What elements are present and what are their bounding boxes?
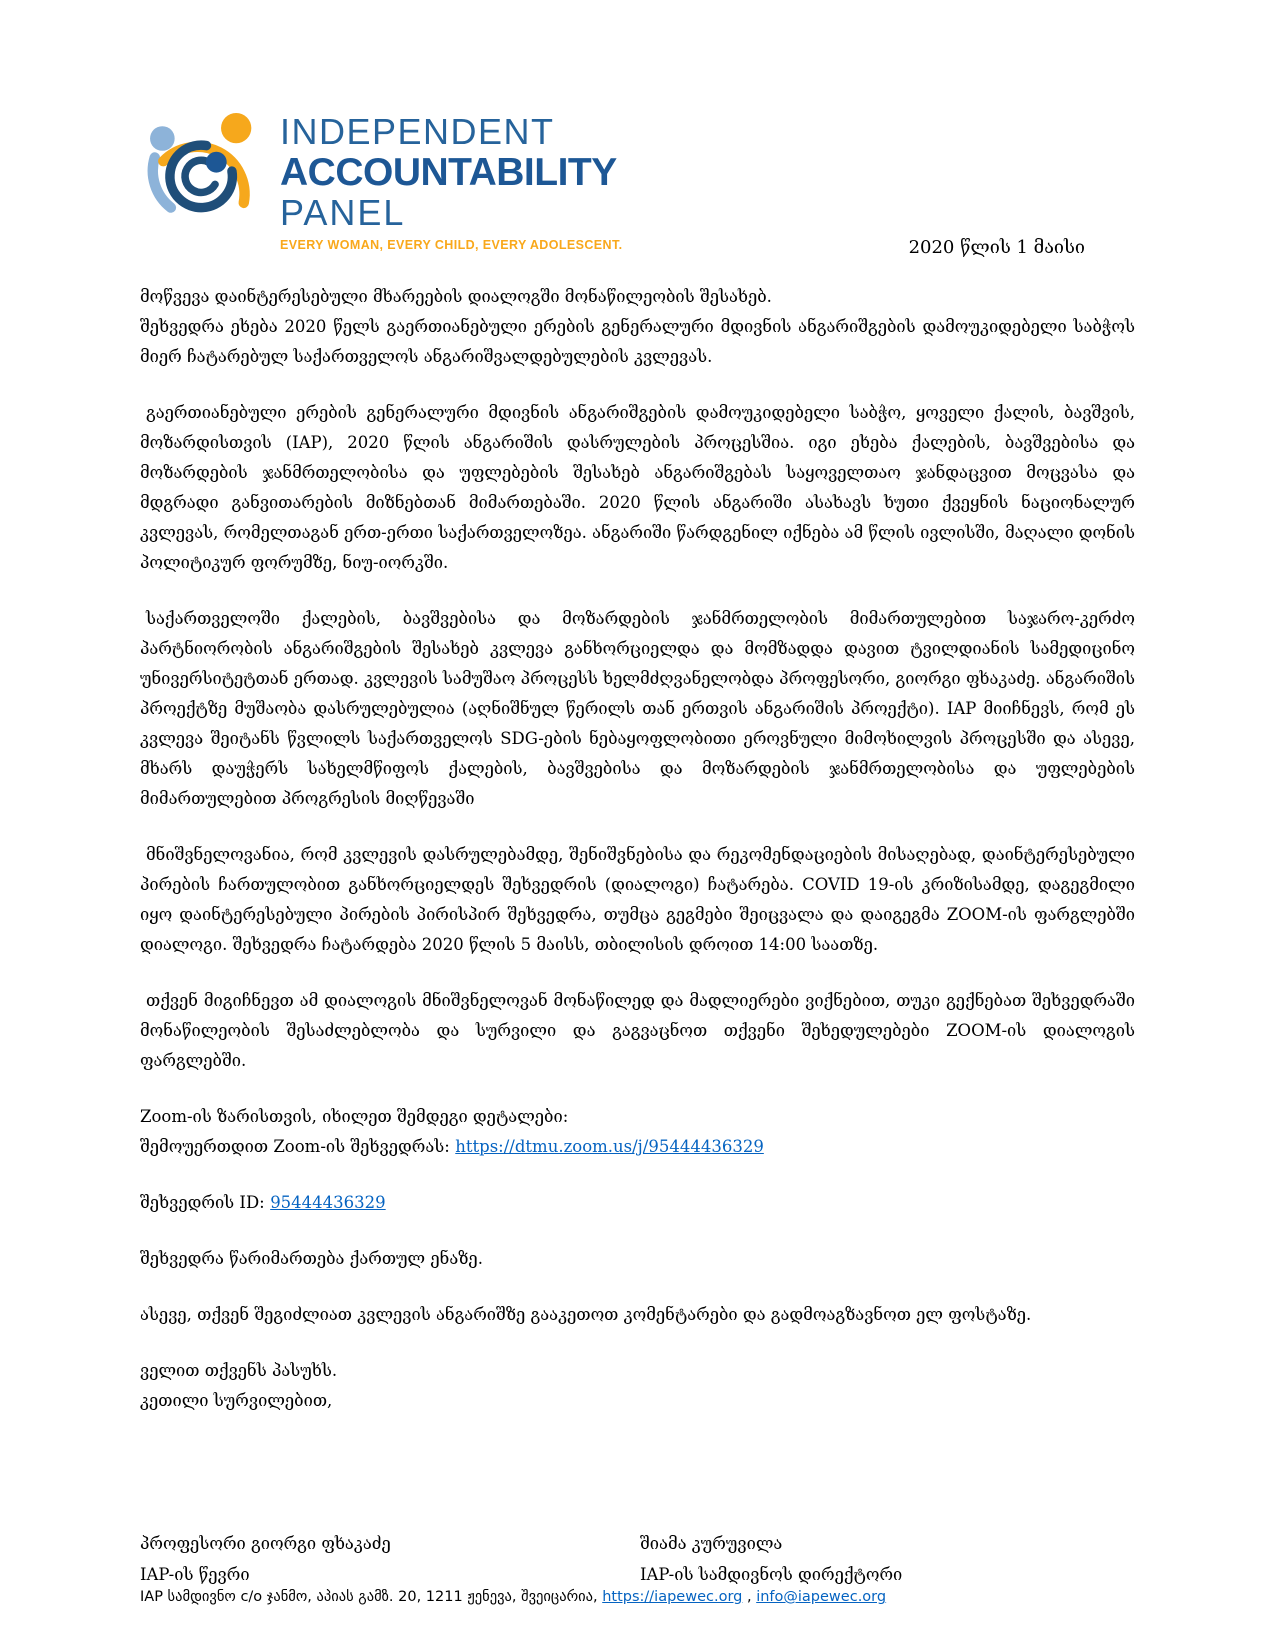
signature-right-name: შიამა კურუვილა: [640, 1534, 783, 1553]
language-note: შეხვედრა წარიმართება ქართულ ენაზე.: [140, 1249, 483, 1268]
closing-block: [140, 1356, 1135, 1416]
signature-block: [140, 1528, 1135, 1590]
logo-yellow-head: [221, 113, 251, 143]
meeting-id-link[interactable]: 95444436329: [270, 1193, 386, 1212]
comments-note: ასევე, თქვენ შეგიძლიათ კვლევის ანგარიშზე გააკეთოთ კომენტარები და გადმოაგზავნოთ ელ ფოსტაზე.: [140, 1305, 1032, 1324]
signature-right: [640, 1528, 1135, 1590]
logo-word-independent: INDEPENDENT: [280, 111, 555, 152]
closing-await: ველით თქვენს პასუხს.: [140, 1361, 338, 1380]
logo-word-panel: PANEL: [280, 192, 406, 233]
subject-paragraph: [140, 282, 1135, 372]
signature-left-title: IAP-ის წევრი: [140, 1565, 250, 1584]
footer-separator: ,: [742, 1589, 757, 1605]
zoom-meeting-link[interactable]: https://dtmu.zoom.us/j/95444436329: [455, 1137, 764, 1156]
iap-logo-mark: [146, 112, 262, 218]
footer-email-link[interactable]: info@iapewec.org: [756, 1589, 887, 1605]
zoom-details-block: [140, 1102, 1135, 1162]
logo-wordmark: [280, 112, 623, 252]
logo-word-accountability: ACCOUNTABILITY: [280, 151, 617, 194]
footer-website-link[interactable]: https://iapewec.org: [602, 1589, 743, 1605]
paragraph-iap-report: გაერთიანებული ერების გენერალური მდივნის ანგარიშგების დამოუკიდებელი საბჭო, ყოველი ქალის, ბავშვის, მოზარდისთვის (IAP), 2020 წლის ანგარიშის დასრულების პროცესშია. იგი ეხება ქალების, ბავშვებისა და მოზარდების ჯანმრთელობისა და უფლებების შესახებ ანგარიშგებას საყოველთაო ჯანდაცვით მოცვასა და მდგრადი განვითარების მიზნებთან მიმართებაში. 2020 წლის ანგარიში ასახავს ხუთი ქვეყნის ნაციონალურ კვლევას, რომელთაგან ერთ-ერთი საქართველოზეა. ანგარიში წარდგენილ იქნება ამ წლის ივლისში, მაღალი დონის პოლიტიკურ ფორუმზე, ნიუ-იორკში.: [140, 403, 1135, 572]
closing-regards: კეთილი სურვილებით,: [140, 1391, 333, 1410]
paragraph-invitation: თქვენ მიგიჩნევთ ამ დიალოგის მნიშვნელოვან მონაწილედ და მადლიერები ვიქნებით, თუკი გექნებათ შეხვედრაში მონაწილეობის შესაძლებლობა და სურვილი და გაგვაცნოთ თქვენი შეხედულებები ZOOM-ის დიალოგის ფარგლებში.: [140, 991, 1135, 1070]
letter-body: [140, 282, 1135, 1416]
logo-tagline: EVERY WOMAN, EVERY CHILD, EVERY ADOLESCENT.: [280, 238, 623, 252]
subject-line: მოწვევა დაინტერესებული მხარეების დიალოგში მონაწილეობის შესახებ.: [140, 287, 772, 306]
signature-left-name: პროფესორი გიორგი ფხაკაძე: [140, 1534, 391, 1553]
letter-footer: [140, 1586, 1150, 1608]
zoom-meeting-id-line: [140, 1188, 1135, 1218]
logo-lightblue-head: [150, 126, 175, 151]
subject-detail: შეხვედრა ეხება 2020 წელს გაერთიანებული ერების გენერალური მდივნის ანგარიშგების დამოუკიდებელი საბჭოს მიერ ჩატარებულ საქართველოს ანგარიშვალდებულების კვლევას.: [140, 317, 1135, 366]
logo-darkblue-dot: [206, 152, 227, 173]
footer-address: IAP სამდივნო c/o ჯანმო, აპიას გამზ. 20, 1211 ჟენევა, შვეიცარია,: [140, 1589, 603, 1605]
signature-left: [140, 1528, 640, 1590]
zoom-join-prefix: შემოუერთდით Zoom-ის შეხვედრას:: [140, 1137, 450, 1156]
zoom-join-line: [140, 1132, 1135, 1162]
meeting-id-label: შეხვედრის ID:: [140, 1193, 265, 1212]
signature-right-title: IAP-ის სამდივნოს დირექტორი: [640, 1565, 903, 1584]
paragraph-georgia-review: საქართველოში ქალების, ბავშვებისა და მოზარდების ჯანმრთელობის მიმართულებით საჯარო-კერძო პარტნიორობის ანგარიშგების შესახებ კვლევა განხორციელდა და მომზადდა დავით ტვილდიანის სამედიცინო უნივერსიტეტთან ერთად. კვლევის სამუშაო პროცესს ხელმძღვანელობდა პროფესორი, გიორგი ფხაკაძე. ანგარიშის პროექტზე მუშაობა დასრულებულია (აღნიშნულ წერილს თან ერთვის ანგარიშის პროექტი). IAP მიიჩნევს, რომ ეს კვლევა შეიტანს წვლილს საქართველოს SDG-ების ნებაყოფლობითი ეროვნული მიმოხილვის პროცესში და ასევე, მხარს დაუჭერს სახელმწიფოს ქალების, ბავშვებისა და მოზარდების ჯანმრთელობისა და უფლებების მიმართულებით პროგრესის მიღწევაში: [140, 609, 1135, 808]
paragraph-covid-meeting: მნიშვნელოვანია, რომ კვლევის დასრულებამდე, შენიშვნებისა და რეკომენდაციების მისაღებად, დაინტერესებული პირების ჩართულობით განხორციელდეს შეხვედრის (დიალოგი) ჩატარება. COVID 19-ის კრიზისამდე, დაგეგმილი იყო დაინტერესებული პირების პირისპირ შეხვედრა, თუმცა გეგმები შეიცვალა და დაიგეგმა ZOOM-ის ფარგლებში დიალოგი. შეხვედრა ჩატარდება 2020 წლის 5 მაისს, თბილისის დროით 14:00 საათზე.: [140, 845, 1135, 954]
zoom-details-intro: Zoom-ის ზარისთვის, იხილეთ შემდეგი დეტალები:: [140, 1107, 569, 1126]
letter-date: 2020 წლის 1 მაისი: [908, 237, 1085, 258]
